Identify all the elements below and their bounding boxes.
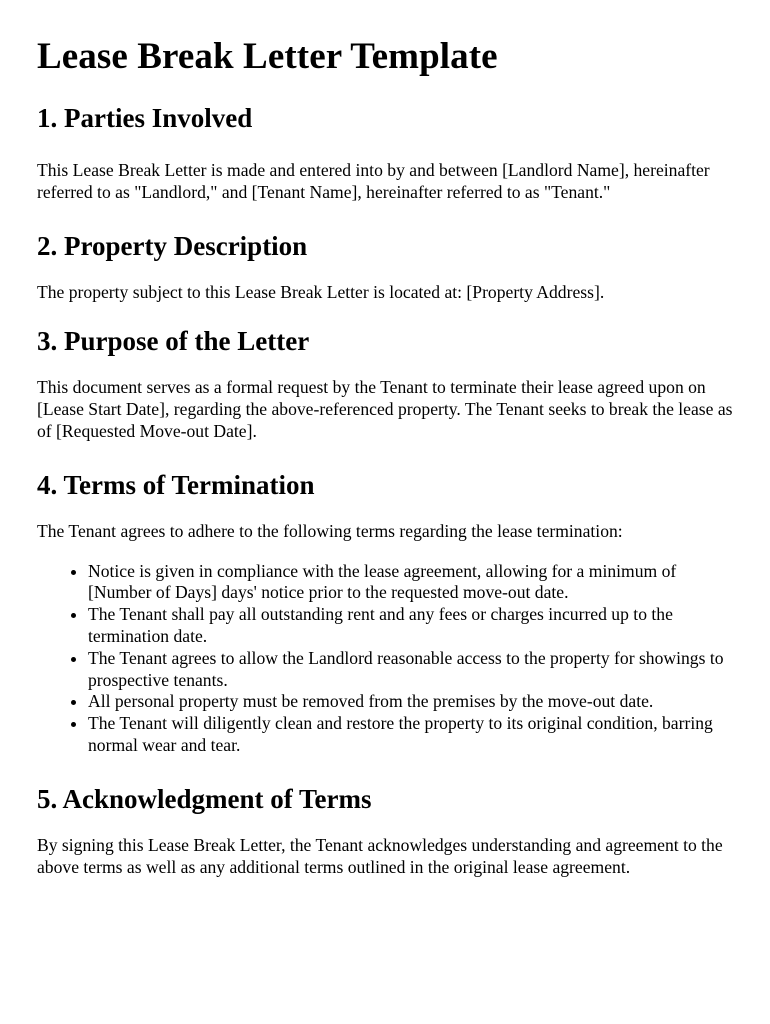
section-heading: 3. Purpose of the Letter — [37, 326, 310, 357]
section-paragraph: This Lease Break Letter is made and entered into by and between [Landlord Name], hereinafter referred to as "Landlord," and [Tenant Name], hereinafter referred to as "Tenant." — [37, 160, 710, 202]
section-paragraph: This document serves as a formal request by the Tenant to terminate their lease agreed upon on [Lease Start Date], regarding the above-referenced property. The Tenant seeks to break the lease as of [Requested Move-out Date]. — [37, 377, 733, 441]
section-paragraph: The property subject to this Lease Break Letter is located at: [Property Address]. — [37, 281, 605, 302]
section-heading: 2. Property Description — [37, 230, 308, 261]
section-property — [37, 230, 737, 304]
list-item: • The Tenant shall pay all outstanding rent and any fees or charges incurred up to the termination date. — [88, 604, 737, 648]
list-item: • The Tenant will diligently clean and restore the property to its original condition, barring normal wear and tear. — [88, 713, 737, 757]
section-parties — [37, 102, 737, 204]
list-item: • Notice is given in compliance with the lease agreement, allowing for a minimum of [Number of Days] days' notice prior to the requested move-out date. — [88, 561, 737, 605]
section-heading: 4. Terms of Termination — [37, 469, 315, 500]
section-terms — [37, 469, 737, 757]
list-item: • All personal property must be removed from the premises by the move-out date. — [88, 691, 737, 713]
section-acknowledgment — [37, 783, 737, 879]
section-paragraph: The Tenant agrees to adhere to the following terms regarding the lease termination: — [37, 520, 623, 541]
terms-list — [37, 561, 737, 757]
section-heading: 5. Acknowledgment of Terms — [37, 783, 372, 814]
section-purpose — [37, 325, 737, 442]
document-page — [37, 0, 737, 878]
section-paragraph: By signing this Lease Break Letter, the Tenant acknowledges understanding and agreement to the above terms as well as any additional terms outlined in the original lease agreement. — [37, 834, 723, 877]
section-heading: 1. Parties Involved — [37, 103, 253, 133]
document-title: Lease Break Letter Template — [37, 36, 498, 77]
list-item: • The Tenant agrees to allow the Landlord reasonable access to the property for showings to prospective tenants. — [88, 648, 737, 692]
